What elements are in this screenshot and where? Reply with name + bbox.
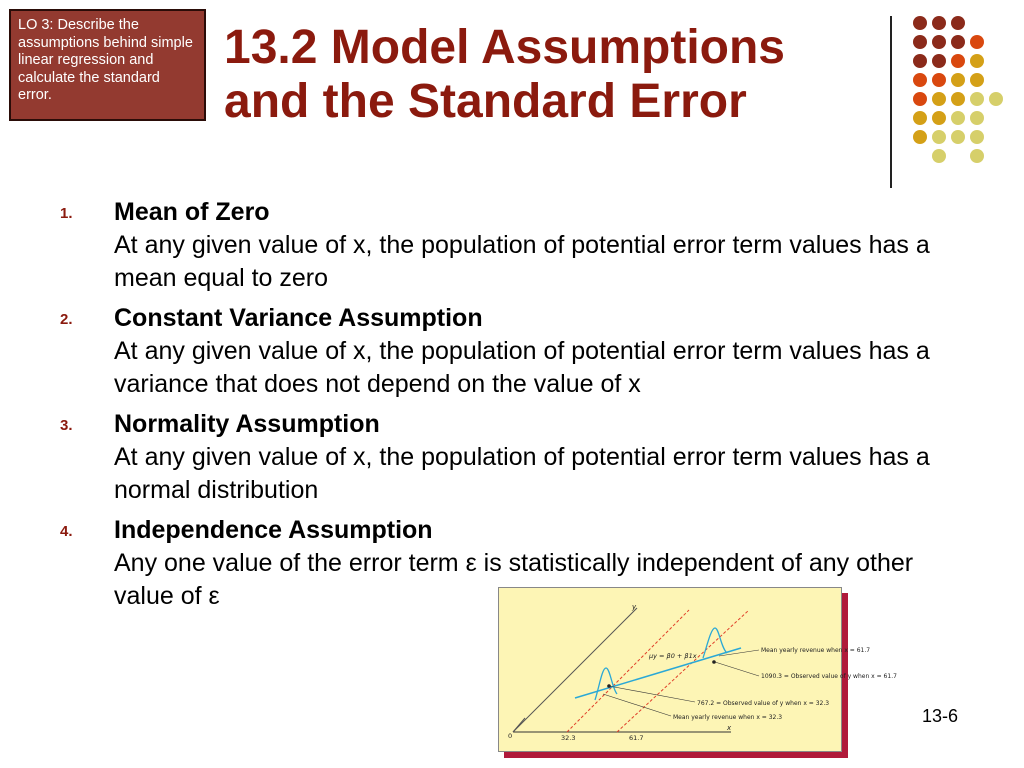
decor-dot bbox=[951, 92, 965, 106]
decor-dot bbox=[970, 149, 984, 163]
assumption-number: 1. bbox=[60, 205, 73, 222]
assumption-item bbox=[58, 408, 958, 507]
assumption-number: 2. bbox=[60, 311, 73, 328]
assumption-heading: Independence Assumption bbox=[114, 516, 433, 544]
decor-dot bbox=[970, 54, 984, 68]
dashed-slice-line-1 bbox=[567, 610, 689, 732]
z-axis-stub bbox=[513, 718, 525, 732]
decor-dot bbox=[951, 54, 965, 68]
decor-dot bbox=[951, 130, 965, 144]
assumption-heading: Constant Variance Assumption bbox=[114, 304, 483, 332]
decor-dot bbox=[951, 111, 965, 125]
decor-dot bbox=[951, 16, 965, 30]
decor-dot bbox=[970, 111, 984, 125]
annotation-mean-61-7: Mean yearly revenue when x = 61.7 bbox=[761, 647, 871, 654]
assumption-description: At any given value of x, the population of potential error term values has a normal distribution bbox=[114, 443, 930, 504]
regression-diagram bbox=[499, 588, 897, 751]
assumption-item bbox=[58, 302, 958, 401]
decor-dot bbox=[913, 16, 927, 30]
decor-dot bbox=[932, 16, 946, 30]
decor-dot bbox=[913, 73, 927, 87]
decor-dot bbox=[913, 35, 927, 49]
slide-title bbox=[224, 21, 884, 129]
decor-dot bbox=[970, 35, 984, 49]
decor-dot bbox=[913, 92, 927, 106]
annotation-observed-1090: 1090.3 = Observed value of y when x = 61.7 bbox=[761, 673, 897, 680]
decor-dot bbox=[932, 35, 946, 49]
y-axis-line bbox=[513, 608, 637, 732]
decor-dot bbox=[932, 149, 946, 163]
assumption-number: 3. bbox=[60, 417, 73, 434]
regression-figure bbox=[498, 587, 897, 752]
decor-dot bbox=[932, 130, 946, 144]
title-divider bbox=[890, 16, 892, 188]
decor-dot bbox=[913, 130, 927, 144]
x-axis-label: x bbox=[727, 724, 732, 732]
slide-title-line-2: and the Standard Error bbox=[224, 75, 747, 128]
origin-label: 0 bbox=[508, 732, 513, 740]
decor-dot bbox=[970, 73, 984, 87]
decor-dot bbox=[970, 92, 984, 106]
decor-dot bbox=[913, 111, 927, 125]
leader-line bbox=[603, 694, 671, 716]
learning-objective-text: LO 3: Describe the assumptions behind simple linear regression and calculate the standard error. bbox=[18, 17, 193, 103]
assumptions-list bbox=[58, 196, 958, 620]
x-tick-label: 32.3 bbox=[561, 734, 576, 742]
decor-dot bbox=[932, 92, 946, 106]
decor-dot bbox=[932, 111, 946, 125]
regression-equation: μy = β0 + β1x bbox=[649, 652, 697, 660]
decor-dot bbox=[913, 54, 927, 68]
decor-dot bbox=[970, 130, 984, 144]
decor-dot bbox=[989, 92, 1003, 106]
decor-dot bbox=[951, 73, 965, 87]
assumption-heading: Normality Assumption bbox=[114, 410, 380, 438]
leader-line bbox=[715, 662, 759, 676]
assumption-description: At any given value of x, the population of potential error term values has a mean equal to zero bbox=[114, 231, 930, 292]
decor-dot bbox=[951, 35, 965, 49]
assumption-heading: Mean of Zero bbox=[114, 198, 270, 226]
assumption-description: Any one value of the error term ε is statistically independent of any other value of ε bbox=[114, 549, 914, 610]
annotation-mean-32-3: Mean yearly revenue when x = 32.3 bbox=[673, 714, 783, 721]
learning-objective-box bbox=[9, 9, 206, 121]
assumption-description: At any given value of x, the population of potential error term values has a variance that does not depend on the value of x bbox=[114, 337, 930, 398]
decor-dot bbox=[932, 54, 946, 68]
slide-title-line-1: 13.2 Model Assumptions bbox=[224, 21, 785, 74]
annotation-observed-767: 767.2 = Observed value of y when x = 32.3 bbox=[697, 700, 830, 707]
slide-number: 13-6 bbox=[922, 706, 959, 726]
x-tick-label: 61.7 bbox=[629, 734, 644, 742]
assumption-item bbox=[58, 196, 958, 295]
assumption-number: 4. bbox=[60, 523, 73, 540]
decor-dot bbox=[932, 73, 946, 87]
y-axis-label: y bbox=[632, 603, 637, 611]
